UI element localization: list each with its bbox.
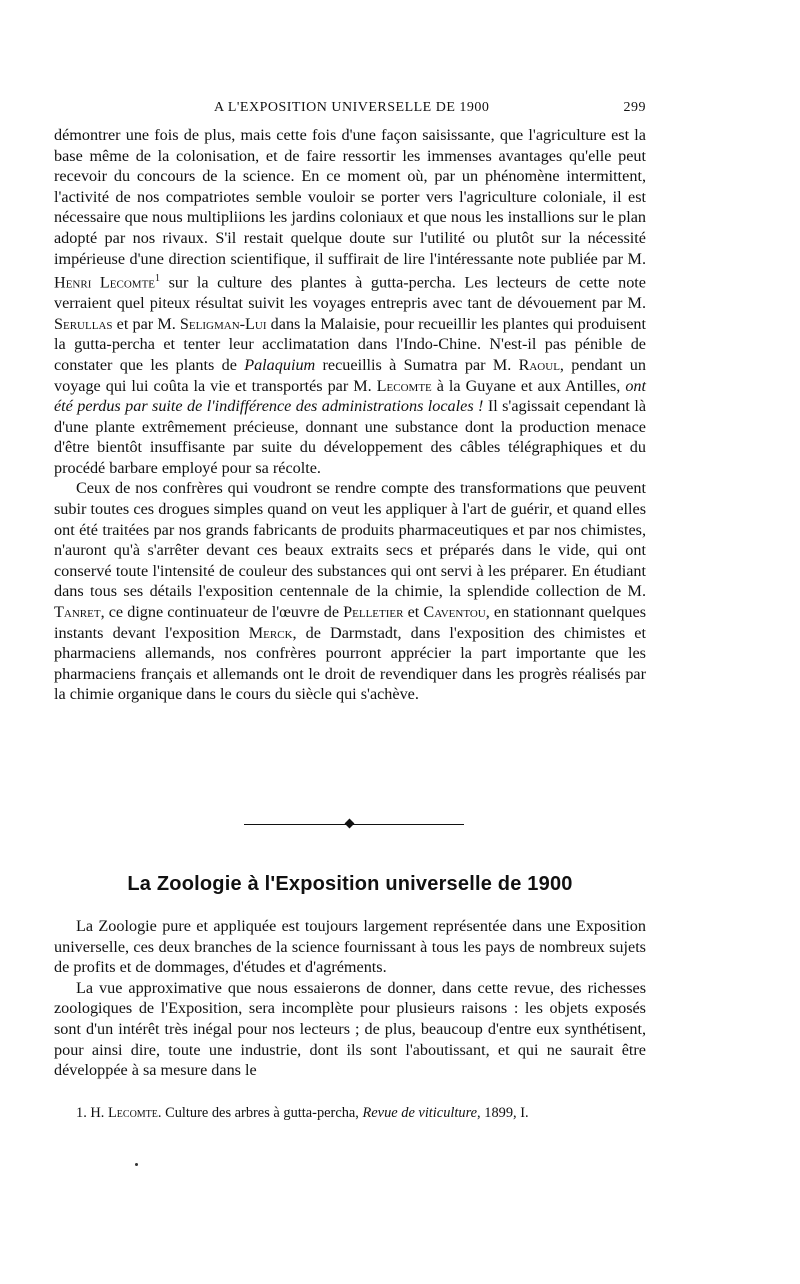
- footnote-text: , 1899, I.: [477, 1105, 529, 1121]
- footnote-journal: Revue de viticulture: [362, 1105, 478, 1121]
- genus-name: Palaquium: [244, 355, 316, 374]
- footnote: [54, 1104, 646, 1122]
- emphasis-text: ont été perdus par suite de l'indifférence des administrations locales !: [54, 376, 646, 416]
- text-run: recueillis à Sumatra par M.: [315, 355, 519, 374]
- text-run: et par M.: [112, 314, 180, 333]
- paragraph-zoology-overview: La vue approximative que nous essaierons de donner, dans cette revue, des richesses zoologiques de l'Exposition, sera incomplète pour plusieurs raisons : les objets exposés sont d'un intérêt très inégal pour nos lecteurs ; de plus, beaucoup d'entre eux synthétisent, pour ainsi dire, toute une industrie, dont ils sont l'aboutissant, et qui ne saurait être développée à sa mesure dans le: [54, 978, 646, 1080]
- body-text-top: [54, 125, 646, 705]
- person-name: Pelletier: [343, 603, 404, 622]
- scan-speck: [135, 1163, 138, 1166]
- footnote-number: 1.: [76, 1105, 87, 1121]
- section-heading: La Zoologie à l'Exposition universelle de 1900: [127, 873, 573, 895]
- person-name: Seligman-Lui: [179, 314, 267, 333]
- person-name: Caventou: [423, 603, 486, 622]
- text-run: sur la culture des plantes à gutta-percha. Les lecteurs de cette note verraient quel piteux résultat suivit les voyages entrepris avec tant de dévouement par M.: [54, 273, 646, 313]
- paragraph-colonial-agriculture: [54, 125, 646, 478]
- text-run: , de Darmstadt, dans l'exposition des chimistes et pharmaciens allemands, nos confrères pourront apprécier la part importante que les pharmaciens français et allemands ont le droit de revendiquer dans les progrès réalisés par la chimie organique dans le cours du siècle qui s'achève.: [54, 623, 646, 704]
- text-run: Ceux de nos confrères qui voudront se rendre compte des transformations que peuvent subir toutes ces drogues simples quand on veut les appliquer à l'art de guérir, et quand elles ont été traitées par nos grands fabricants de produits pharmaceutiques et par nos chimistes, n'auront qu'à s'arrêter devant ces beaux extraits secs et préparés dans le vide, qui ont conservé toute l'intensité de couleur des substances qui ont servi à les préparer. En étudiant dans tous ses détails l'exposition centennale de la chimie, la splendide collection de M.: [54, 479, 646, 601]
- divider-line: [244, 824, 464, 825]
- person-name: Lecomte: [376, 376, 432, 395]
- footnote-text: . Culture des arbres à gutta-percha,: [157, 1105, 363, 1121]
- person-name: Raoul: [518, 355, 560, 374]
- paragraph-pharmaceutical-products: [54, 478, 646, 705]
- person-name: Henri Lecomte: [54, 273, 156, 292]
- text-run: dans la Malaisie, pour recueillir les plantes qui produisent la gutta-percha et tenter leur acclimatation dans l'Indo-Chine. N'est-il pas pénible de constater que les plants de: [54, 314, 646, 374]
- text-run: Il s'agissait cependant là d'une plante extrêmement précieuse, donnant une substance dont la production menace d'être bientôt insuffisante par suite du développement des câbles télégraphiques et du procédé barbare employé pour sa récolte.: [54, 397, 647, 477]
- text-run: à la Guyane et aux Antilles,: [431, 376, 626, 395]
- text-run: démontrer une fois de plus, mais cette fois d'une façon saisissante, que l'agriculture est la base même de la colonisation, et de faire ressortir les immenses avantages qu'elle peut recevoir du concours de la science. En ce moment où, par un phénomène intermittent, l'activité de nos compatriotes semble vouloir se porter vers l'agriculture coloniale, il est nécessaire que nous multipliions les jardins coloniaux et que nous les installions sur le plan adopté par nos rivaux. S'il restait quelque doute sur l'utilité ou plutôt sur la nécessité impérieuse d'une direction scientifique, il suffirait de lire l'intéressante note publiée par M.: [54, 126, 646, 268]
- body-text-bottom: [54, 916, 646, 1081]
- diamond-ornament-icon: [345, 819, 355, 829]
- person-name: Tanret: [54, 603, 101, 622]
- person-name: Serullas: [54, 314, 113, 333]
- text-run: , en stationnant quelques instants devant l'exposition: [54, 603, 646, 642]
- running-title: A L'EXPOSITION UNIVERSELLE DE 1900: [214, 100, 490, 115]
- footnote-author: H. Lecomte: [90, 1105, 158, 1121]
- paragraph-zoology-intro: La Zoologie pure et appliquée est toujours largement représentée dans une Exposition universelle, ces deux branches de la science fournissant à tous les pays de nombreux sujets de profits et de dommages, d'études et d'agréments.: [54, 917, 646, 977]
- footnote-ref: 1: [155, 273, 161, 285]
- text-run: , pendant un voyage qui lui coûta la vie et transportés par M.: [54, 355, 646, 395]
- company-name: Merck: [248, 623, 293, 642]
- text-run: , ce digne continuateur de l'œuvre de: [100, 603, 344, 622]
- section-divider: [244, 824, 464, 826]
- text-run: et: [403, 603, 424, 622]
- page-number: 299: [623, 100, 646, 115]
